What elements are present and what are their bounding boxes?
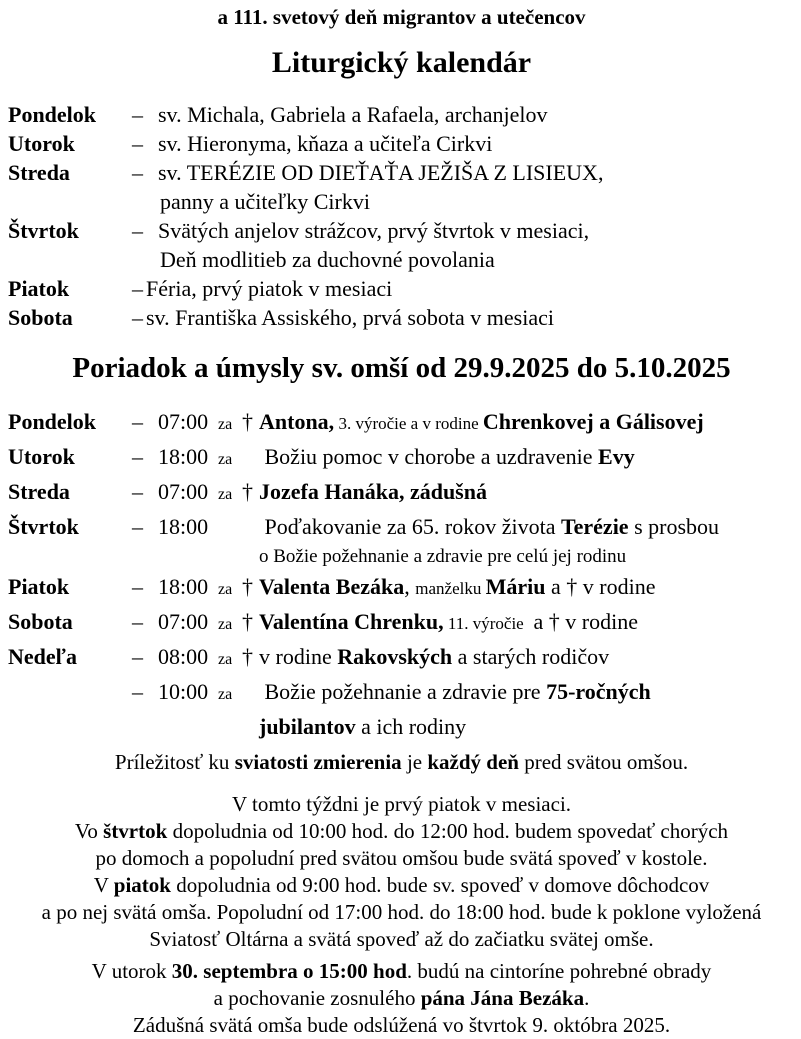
mass-intention (259, 606, 795, 640)
dash: – (132, 444, 143, 469)
za-label: za (218, 416, 233, 433)
note-segment: V tomto týždni je prvý piatok v mesiaci. (231, 792, 572, 816)
note-segment: V utorok (91, 959, 172, 983)
schedule-day: Pondelok (8, 409, 97, 434)
cross-icon: † (242, 409, 253, 434)
note-line (8, 985, 795, 1012)
calendar-row (8, 303, 795, 332)
schedule-day: Sobota (8, 609, 73, 634)
intention-segment: Evy (598, 444, 635, 469)
note-segment: Vo (74, 819, 104, 843)
dash: – (132, 218, 143, 243)
mass-time: 07:00 (158, 609, 209, 634)
dash: – (132, 102, 143, 127)
note-segment: 30. septembra o 15:00 hod (171, 959, 407, 983)
cross-icon: † (242, 609, 253, 634)
za-label: za (218, 686, 233, 703)
note-segment: . budú na cintoríne pohrebné obrady (406, 959, 712, 983)
calendar-row (8, 129, 795, 158)
intention-segment: Antona, (259, 409, 335, 434)
note-segment: V (93, 873, 114, 897)
calendar-row (8, 274, 795, 303)
intention-segment: 75-ročných (546, 679, 651, 704)
intention-segment: Chrenkovej a Gálisovej (482, 409, 704, 434)
dash: – (132, 131, 143, 156)
za-label: za (218, 581, 233, 598)
schedule-day: Streda (8, 479, 70, 504)
schedule-row (8, 676, 795, 711)
intention-segment: Božiu pomoc v chorobe a uzdravenie (259, 444, 599, 469)
intention-segment: Máriu (485, 574, 546, 599)
calendar-entry-line2: Deň modlitieb za duchovné povolania (160, 247, 495, 272)
intention-segment: s prosbou (628, 514, 720, 539)
funeral-notes (8, 958, 795, 1039)
schedule-day: Utorok (8, 444, 75, 469)
mass-time: 07:00 (158, 479, 209, 504)
dash: – (132, 276, 143, 301)
intention-segment: Valenta Bezáka (259, 574, 405, 599)
mass-time: 18:00 (158, 574, 209, 599)
calendar-entry: Svätých anjelov strážcov, prvý štvrtok v mesiaci, (158, 218, 590, 243)
intention-segment: a † v rodine (545, 574, 656, 599)
note-segment: Zádušná svätá omša bude odslúžená vo štvrtok 9. októbra 2025. (132, 1013, 671, 1037)
intention-segment: a ich rodiny (355, 714, 467, 739)
intention-segment: manželku (415, 579, 486, 598)
note-line (8, 818, 795, 845)
schedule-day: Piatok (8, 574, 70, 599)
note-segment: piatok (113, 873, 171, 897)
note-line (8, 845, 795, 872)
dash: – (132, 479, 143, 504)
note-line (8, 872, 795, 899)
schedule-row (8, 476, 795, 511)
calendar-title: Liturgický kalendár (271, 46, 532, 79)
intention-segment: Poďakovanie za 65. rokov života (259, 514, 561, 539)
first-friday-notes (8, 791, 795, 953)
mass-time: 18:00 (158, 444, 209, 469)
cross-icon: † (242, 644, 253, 669)
note-segment: každý deň (427, 750, 519, 774)
note-segment: po domoch a popoludní pred svätou omšou bude svätá spoveď v kostole. (95, 846, 708, 870)
za-label: za (218, 651, 233, 668)
calendar-row (8, 216, 795, 245)
confession-note (8, 749, 795, 776)
intention-segment: Božie požehnanie a zdravie pre (259, 679, 547, 704)
calendar-entry: Féria, prvý piatok v mesiaci (146, 276, 393, 301)
mass-time: 07:00 (158, 409, 209, 434)
dash: – (132, 679, 143, 704)
mass-time: 10:00 (158, 679, 209, 704)
intention-segment: Terézie (560, 514, 629, 539)
calendar-day: Streda (8, 160, 70, 185)
mass-time: 08:00 (158, 644, 209, 669)
intention-segment: Jozefa Hanáka, zádušná (259, 479, 487, 504)
calendar-entry: sv. Hieronyma, kňaza a učiteľa Cirkvi (158, 131, 493, 156)
calendar-day: Pondelok (8, 102, 97, 127)
calendar-row (8, 100, 795, 129)
note-segment: a po nej svätá omša. Popoludní od 17:00 hod. do 18:00 hod. bude k poklone vyložená (41, 900, 762, 924)
note-segment: Sviatosť Oltárna a svätá spoveď až do začiatku svätej omše. (149, 927, 654, 951)
intention-segment: v rodine (259, 644, 338, 669)
mass-intention (259, 406, 795, 440)
note-line (8, 1012, 795, 1039)
calendar-day: Štvrtok (8, 218, 79, 243)
intention-segment: jubilantov (259, 714, 356, 739)
note-segment: . (584, 986, 590, 1010)
calendar-entry: sv. Michala, Gabriela a Rafaela, archanjelov (158, 102, 548, 127)
intention-segment: 3. výročie a v rodine (334, 414, 483, 433)
za-label: za (218, 451, 233, 468)
calendar-entry: sv. Františka Assiského, prvá sobota v mesiaci (146, 305, 554, 330)
note-segment: je (401, 750, 428, 774)
intention-segment: Rakovských (337, 644, 453, 669)
note-line (8, 958, 795, 985)
mass-intention (259, 676, 795, 708)
note-segment: sviatosti zmierenia (234, 750, 402, 774)
dash: – (132, 409, 143, 434)
schedule-row (8, 441, 795, 476)
mass-intention (259, 641, 795, 673)
note-segment: Príležitosť ku (114, 750, 235, 774)
mass-intention (259, 441, 795, 473)
note-segment: a pochovanie zosnulého (213, 986, 421, 1010)
mass-intention-line2 (259, 711, 795, 743)
mass-intention (259, 511, 795, 543)
note-segment: dopoludnia od 10:00 hod. do 12:00 hod. budem spovedať chorých (167, 819, 729, 843)
dash: – (132, 644, 143, 669)
calendar-day: Piatok (8, 276, 70, 301)
cross-icon: † (242, 479, 253, 504)
calendar-row (8, 158, 795, 187)
calendar-day: Sobota (8, 305, 73, 330)
schedule-title: Poriadok a úmysly sv. omší od 29.9.2025 do 5.10.2025 (72, 352, 731, 384)
cross-icon: † (242, 574, 253, 599)
note-segment: pred svätou omšou. (518, 750, 689, 774)
intention-segment: a starých rodičov (452, 644, 610, 669)
note-segment: dopoludnia od 9:00 hod. bude sv. spoveď v domove dôchodcov (170, 873, 710, 897)
mass-intention (259, 571, 795, 605)
schedule-day: Nedeľa (8, 644, 77, 669)
za-label: za (218, 616, 233, 633)
note-segment: štvrtok (103, 819, 168, 843)
calendar-day: Utorok (8, 131, 75, 156)
note-segment: pána Jána Bezáka (420, 986, 585, 1010)
calendar-entry-line2: panny a učiteľky Cirkvi (160, 189, 370, 214)
dash: – (132, 160, 143, 185)
schedule-row (8, 606, 795, 641)
mass-time: 18:00 (158, 514, 209, 539)
schedule-row (8, 571, 795, 606)
dash: – (132, 305, 143, 330)
schedule-row (8, 511, 795, 543)
note-line (8, 791, 795, 818)
intention-segment: , (404, 574, 416, 599)
schedule-row (8, 641, 795, 676)
za-label: za (218, 486, 233, 503)
schedule-row (8, 406, 795, 441)
dash: – (132, 514, 143, 539)
header-subtitle: a 111. svetový deň migrantov a utečencov (217, 5, 586, 29)
liturgical-calendar (8, 100, 795, 332)
note-line (8, 926, 795, 953)
dash: – (132, 574, 143, 599)
schedule-day: Štvrtok (8, 514, 79, 539)
mass-schedule (8, 406, 795, 743)
intention-segment: a † v rodine (527, 609, 638, 634)
mass-intention-line2: o Božie požehnanie a zdravie pre celú jej rodinu (259, 546, 627, 567)
intention-segment: 11. výročie (443, 614, 528, 633)
intention-segment: Valentína Chrenku, (259, 609, 444, 634)
calendar-entry: sv. TERÉZIE OD DIEŤAŤA JEŽIŠA Z LISIEUX, (158, 160, 604, 185)
dash: – (132, 609, 143, 634)
note-line (8, 899, 795, 926)
mass-intention (259, 476, 795, 508)
